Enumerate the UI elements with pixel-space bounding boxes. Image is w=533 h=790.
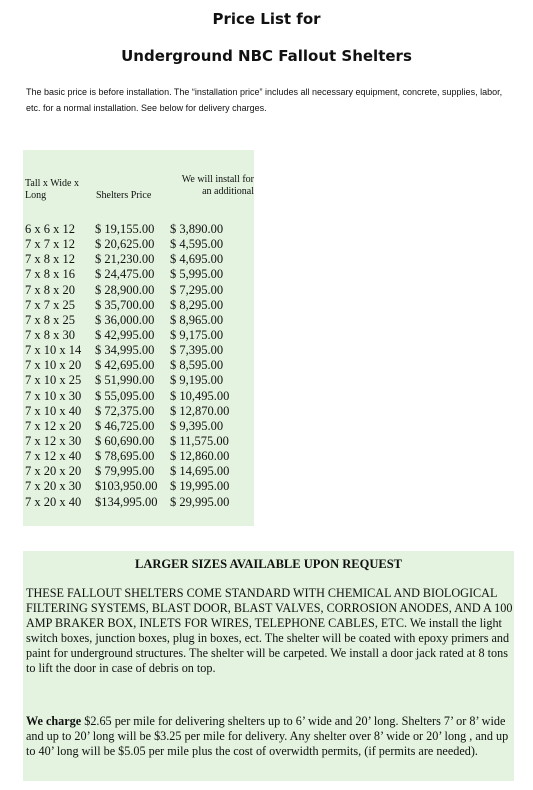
cell-install: $ 10,495.00 [170,388,230,403]
cell-dimensions: 7 x 12 x 40 [25,449,82,464]
cell-price: $134,995.00 [95,494,158,509]
header-price: Shelters Price [96,190,152,201]
cell-install: $ 11,575.00 [170,433,229,448]
cell-price: $ 51,990.00 [95,373,155,388]
cell-install: $ 14,695.00 [170,464,230,479]
charge-text: $2.65 per mile for delivering shelters up to 6’ wide and 20’ long. Shelters 7’ or 8’ wide and up to 20’ long will be $3.25 per mile for delivery. Any shelter over 8’ wide or 20’ long , and up to 40’ long will be $5.05 per mile plus the cost of overwidth permits, (if permits are needed). [26,714,509,758]
cell-price: $ 24,475.00 [95,267,155,282]
cell-install: $ 8,965.00 [170,312,224,327]
info-body: THESE FALLOUT SHELTERS COME STANDARD WITH CHEMICAL AND BIOLOGICAL FILTERING SYSTEMS, BLAST DOOR, BLAST VALVES, CORROSION ANODES, AND A 100 AMP BRAKER BOX, INLETS FOR WIRES, TELEPHONE CABLES, ETC. We install the light switch boxes, junction boxes, plug in boxes, ect. The shelter will be coated with epoxy primers and paint for underground structures. The shelter will be carpeted. We install a door jack rated at 8 tons to lift the door in case of debris on top. [26,586,513,675]
charge-label: We charge [26,714,82,728]
cell-install: $ 4,695.00 [170,252,224,267]
cell-dimensions: 7 x 20 x 30 [25,479,82,494]
cell-dimensions: 7 x 8 x 20 [25,282,75,297]
cell-price: $ 72,375.00 [95,403,155,418]
delivery-charge-paragraph [26,714,514,759]
cell-price: $ 34,995.00 [95,343,155,358]
header-dimensions: Tall x Wide x Long [25,178,79,201]
cell-price: $ 46,725.00 [95,418,155,433]
cell-install: $ 9,175.00 [170,327,224,342]
cell-dimensions: 7 x 10 x 25 [25,373,82,388]
cell-install: $ 4,595.00 [170,237,224,252]
cell-price: $ 21,230.00 [95,252,155,267]
cell-dimensions: 7 x 10 x 40 [25,403,82,418]
cell-price: $ 36,000.00 [95,312,155,327]
cell-price: $ 42,695.00 [95,358,155,373]
cell-dimensions: 7 x 10 x 20 [25,358,82,373]
cell-install: $ 12,870.00 [170,403,230,418]
intro-paragraph: The basic price is before installation. The “installation price” includes all necessary equipment, concrete, supplies, labor, etc. for a normal installation. See below for delivery charges. [26,87,503,113]
cell-dimensions: 6 x 6 x 12 [25,222,75,236]
cell-price: $ 55,095.00 [95,388,155,403]
cell-install: $ 7,395.00 [170,343,224,358]
cell-price: $ 35,700.00 [95,297,155,312]
cell-install: $ 19,995.00 [170,479,230,494]
cell-dimensions: 7 x 10 x 30 [25,388,82,403]
cell-install: $ 7,295.00 [170,282,224,297]
cell-dimensions: 7 x 12 x 20 [25,418,82,433]
document-title-line2: Underground NBC Fallout Shelters [121,47,412,65]
document-title-line1: Price List for [212,10,321,28]
cell-price: $ 79,995.00 [95,464,155,479]
cell-dimensions: 7 x 10 x 14 [25,343,82,358]
cell-dimensions: 7 x 7 x 25 [25,297,75,312]
cell-price: $ 20,625.00 [95,237,155,252]
cell-install: $ 5,995.00 [170,267,224,282]
cell-price: $ 60,690.00 [95,433,155,448]
info-heading: LARGER SIZES AVAILABLE UPON REQUEST [135,557,402,571]
cell-price: $ 42,995.00 [95,327,155,342]
cell-dimensions: 7 x 8 x 16 [25,267,75,282]
cell-dimensions: 7 x 20 x 20 [25,464,82,479]
info-box [23,551,514,781]
cell-install: $ 8,595.00 [170,358,224,373]
cell-dimensions: 7 x 7 x 12 [25,237,75,252]
cell-install: $ 9,395.00 [170,418,224,433]
cell-dimensions: 7 x 8 x 25 [25,312,75,327]
cell-install: $ 8,295.00 [170,297,224,312]
cell-price: $ 78,695.00 [95,449,155,464]
cell-dimensions: 7 x 8 x 30 [25,327,75,342]
header-install [170,174,254,198]
cell-install: $ 12,860.00 [170,449,230,464]
cell-dimensions: 7 x 20 x 40 [25,494,82,509]
cell-install: $ 9,195.00 [170,373,224,388]
cell-install: $ 29,995.00 [170,494,230,509]
cell-price: $ 19,155.00 [95,222,155,236]
cell-price: $103,950.00 [95,479,158,494]
price-table [23,150,254,526]
header-install-text: We will install for an additional [181,174,254,197]
cell-price: $ 28,900.00 [95,282,155,297]
cell-dimensions: 7 x 8 x 12 [25,252,75,267]
cell-dimensions: 7 x 12 x 30 [25,433,82,448]
cell-install: $ 3,890.00 [170,222,224,236]
